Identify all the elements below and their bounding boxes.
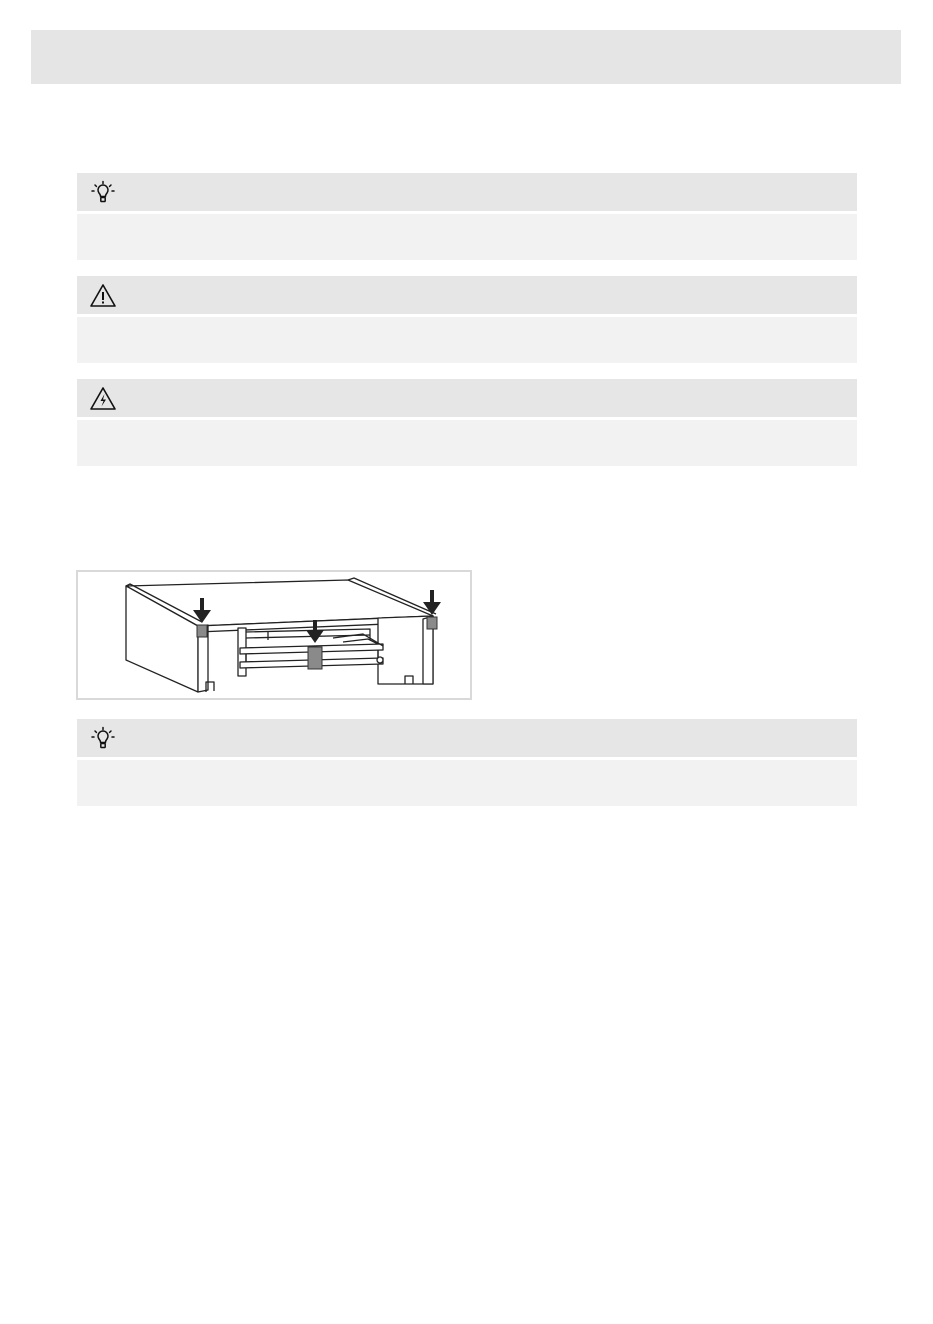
notice-header — [77, 276, 857, 314]
electric-hazard-icon — [89, 385, 117, 413]
lightbulb-icon — [89, 179, 117, 207]
tip-notice — [77, 719, 857, 806]
notice-header — [77, 379, 857, 417]
tip-notice — [77, 173, 857, 260]
drawer-assembly-figure — [76, 570, 472, 700]
notice-body — [77, 317, 857, 363]
notice-header — [77, 173, 857, 211]
warning-triangle-icon — [89, 282, 117, 310]
page-header-bar — [31, 30, 901, 84]
notice-header — [77, 719, 857, 757]
electrical-warning-notice — [77, 379, 857, 466]
lightbulb-icon — [89, 725, 117, 753]
caution-notice — [77, 276, 857, 363]
notice-body — [77, 760, 857, 806]
drawer-assembly-illustration — [78, 572, 470, 698]
notice-body — [77, 420, 857, 466]
notice-body — [77, 214, 857, 260]
